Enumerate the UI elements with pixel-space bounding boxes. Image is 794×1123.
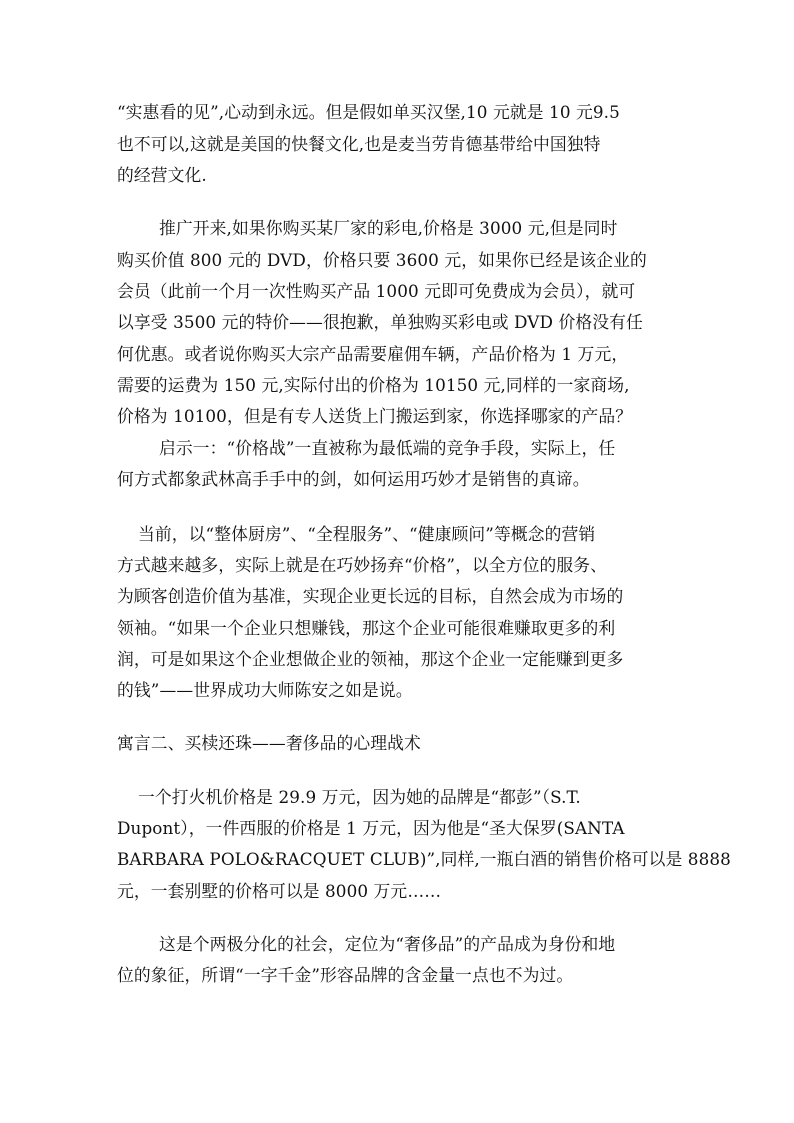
text-line: 元，一套别墅的价格可以是 8000 万元…… (117, 881, 442, 901)
section-heading: 寓言二、买椟还珠——奢侈品的心理战术 (117, 733, 421, 753)
text-line: 的钱”——世界成功大师陈安之如是说。 (117, 680, 413, 700)
text-line: 需要的运费为 150 元,实际付出的价格为 10150 元,同样的一家商场, (117, 375, 630, 395)
text-line: Dupont），一件西服的价格是 1 万元，因为他是“圣大保罗(SANTA (117, 818, 625, 838)
text-line: 启示一：“价格战”一直被称为最低端的竞争手段，实际上，任 (159, 438, 616, 458)
text-line: BARBARA POLO&RACQUET CLUB)”,同样,一瓶白酒的销售价格可以是 8888 (117, 849, 731, 869)
text-line: 这是个两极分化的社会，定位为“奢侈品”的产品成为身份和地 (159, 934, 616, 954)
text-line: 方式越来越多，实际上就是在巧妙扬弃“价格”，以全方位的服务、 (117, 555, 608, 575)
text-line: “实惠看的见”,心动到永远。但是假如单买汉堡,10 元就是 10 元9.5 (117, 102, 620, 122)
text-line: 为顾客创造价值为基准，实现企业更长远的目标，自然会成为市场的 (117, 586, 624, 606)
text-line: 当前，以“整体厨房”、“全程服务”、“健康顾问”等概念的营销 (138, 524, 596, 544)
text-line: 的经营文化. (117, 165, 207, 185)
text-line: 以享受 3500 元的特价——很抱歉，单独购买彩电或 DVD 价格没有任 (117, 312, 643, 332)
text-line: 位的象征，所谓“一字千金”形容品牌的含金量一点也不为过。 (117, 965, 574, 985)
text-line: 推广开来,如果你购买某厂家的彩电,价格是 3000 元,但是同时 (159, 218, 618, 238)
text-line: 会员（此前一个月一次性购买产品 1000 元即可免费成为会员），就可 (117, 281, 636, 301)
text-line: 何方式都象武林高手手中的剑，如何运用巧妙才是销售的真谛。 (117, 469, 590, 489)
text-line: 润，可是如果这个企业想做企业的领袖，那这个企业一定能赚到更多 (117, 649, 624, 669)
text-line: 何优惠。或者说你购买大宗产品需要雇佣车辆，产品价格为 1 万元， (117, 344, 629, 364)
text-line: 也不可以,这就是美国的快餐文化,也是麦当劳肯德基带给中国独特 (117, 134, 601, 154)
text-line: 一个打火机价格是 29.9 万元，因为她的品牌是“都彭”（S.T. (138, 787, 581, 807)
text-line: 领袖。“如果一个企业只想赚钱，那这个企业可能很难赚取更多的利 (117, 618, 616, 638)
text-line: 价格为 10100，但是有专人送货上门搬运到家，你选择哪家的产品？ (117, 406, 633, 426)
text-line: 购买价值 800 元的 DVD，价格只要 3600 元，如果你已经是该企业的 (117, 250, 647, 270)
